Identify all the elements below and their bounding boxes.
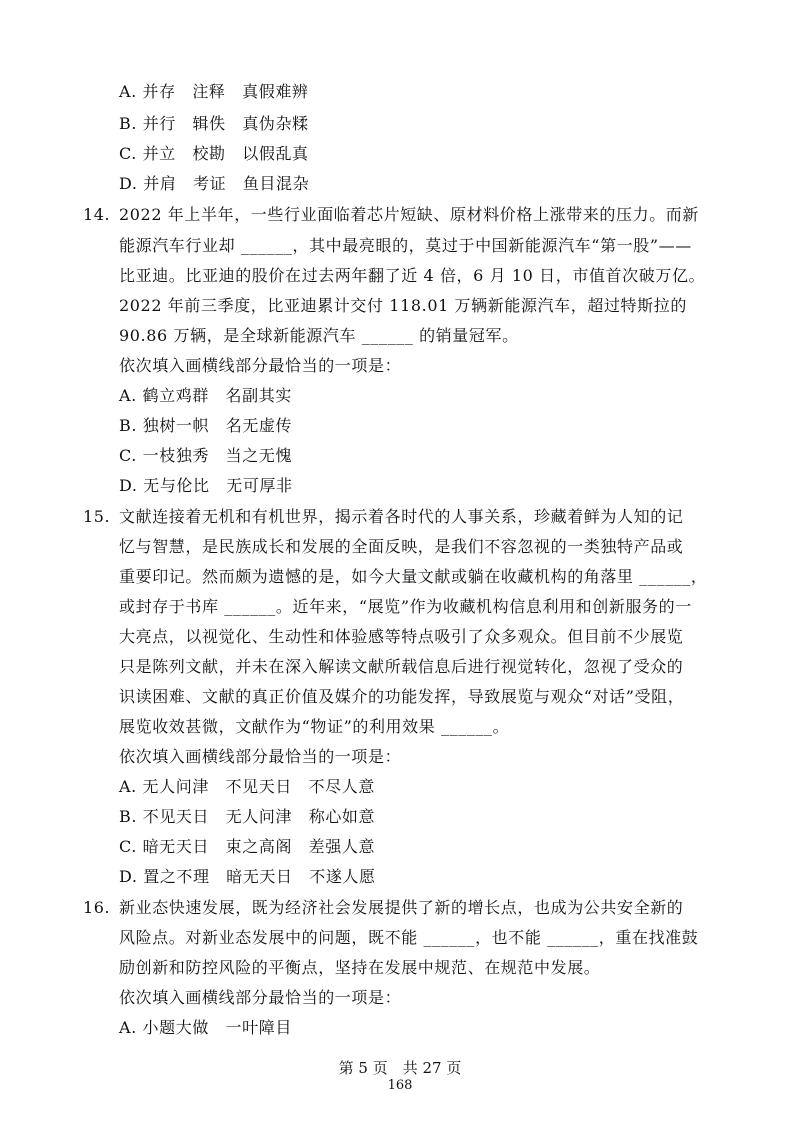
q16-text-line-1: 新业态快速发展，既为经济社会发展提供了新的增长点，也成为公共安全新的 (119, 898, 684, 917)
q15-number: 15. (83, 507, 111, 526)
q15-option-c: C. 暗无天日 束之高阁 差强人意 (119, 837, 376, 856)
q14-option-c: C. 一枝独秀 当之无愧 (119, 446, 293, 465)
q15-option-b: B. 不见天日 无人问津 称心如意 (119, 807, 376, 826)
q15-text-line-3: 重要印记。然而颇为遗憾的是，如今大量文献或躺在收藏机构的角落里 ______， (119, 567, 708, 586)
page-label: 第 5 页 共 27 页 (338, 1059, 462, 1077)
q14-option-b: B. 独树一帜 名无虚传 (119, 416, 293, 435)
q14-number: 14. (83, 205, 111, 224)
q13-option-d: D. 并肩 考证 鱼目混杂 (119, 174, 310, 193)
q15-text-line-5: 大亮点，以视觉化、生动性和体验感等特点吸引了众多观众。但目前不少展览 (119, 627, 684, 646)
q14-text-line-1: 2022 年上半年，一些行业面临着芯片短缺、原材料价格上涨带来的压力。而新 (119, 205, 700, 224)
q13-option-b: B. 并行 辑佚 真伪杂糅 (119, 114, 309, 133)
q15-text-line-1: 文献连接着无机和有机世界，揭示着各时代的人事关系，珍藏着鲜为人知的记 (119, 507, 684, 526)
q15-option-d: D. 置之不理 暗无天日 不遂人愿 (119, 867, 376, 886)
q14-option-d: D. 无与伦比 无可厚非 (119, 476, 293, 495)
q16-option-a: A. 小题大做 一叶障目 (119, 1018, 292, 1037)
q13-option-c: C. 并立 校勘 以假乱真 (119, 144, 309, 163)
q16-text-line-2: 风险点。对新业态发展中的问题，既不能 ______，也不能 ______，重在找准鼓 (119, 928, 699, 947)
q15-prompt: 依次填入画横线部分最恰当的一项是： (119, 747, 402, 766)
q15-text-line-4: 或封存于书库 ______。近年来，“展览”作为收藏机构信息利用和创新服务的一 (119, 597, 692, 616)
q16-number: 16. (83, 898, 111, 917)
q14-text-line-4: 2022 年前三季度，比亚迪累计交付 118.01 万辆新能源汽车，超过特斯拉的 (119, 296, 687, 315)
q14-text-line-5: 90.86 万辆，是全球新能源汽车 ______ 的销量冠军。 (119, 326, 519, 345)
q13-option-a: A. 并存 注释 真假难辨 (119, 82, 309, 101)
q16-text-line-3: 励创新和防控风险的平衡点，坚持在发展中规范、在规范中发展。 (119, 958, 601, 977)
page-number: 168 (387, 1078, 413, 1093)
q15-text-line-7: 识读困难、文献的真正价值及媒介的功能发挥，导致展览与观众“对话”受阻， (119, 687, 685, 706)
q15-text-line-6: 只是陈列文献，并未在深入解读文献所载信息后进行视觉转化，忽视了受众的 (119, 657, 684, 676)
q14-prompt: 依次填入画横线部分最恰当的一项是： (119, 356, 402, 375)
q14-option-a: A. 鹤立鸡群 名副其实 (119, 386, 292, 405)
q15-option-a: A. 无人问津 不见天日 不尽人意 (119, 777, 375, 796)
q14-text-line-2: 能源汽车行业却 ______，其中最亮眼的，莫过于中国新能源汽车“第一股”—— (119, 236, 692, 255)
q15-text-line-8: 展览收效甚微，文献作为“物证”的利用效果 ______。 (119, 717, 510, 736)
q14-text-line-3: 比亚迪。比亚迪的股价在过去两年翻了近 4 倍，6 月 10 日，市值首次破万亿。 (119, 266, 706, 285)
q16-prompt: 依次填入画横线部分最恰当的一项是： (119, 988, 402, 1007)
q15-text-line-2: 忆与智慧，是民族成长和发展的全面反映，是我们不容忽视的一类独特产品或 (119, 537, 684, 556)
